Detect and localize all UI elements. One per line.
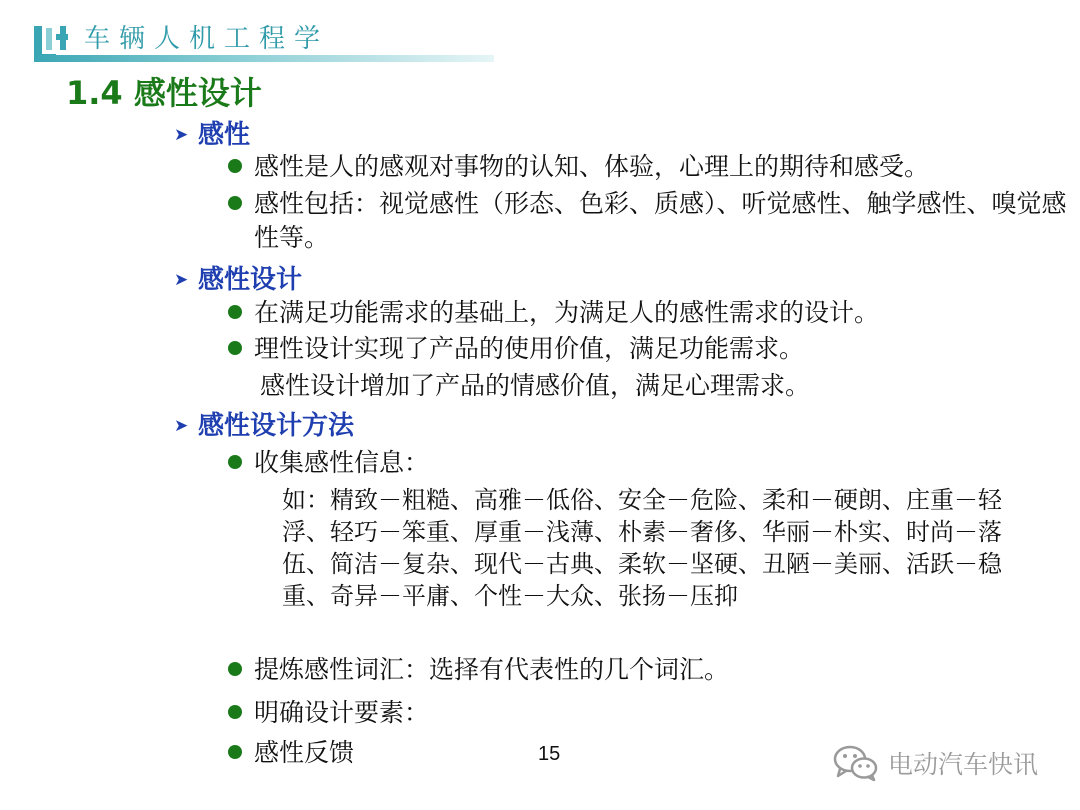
bullet-dot-icon — [228, 305, 242, 319]
bullet-dot-icon — [228, 455, 242, 469]
bullet-dot-icon — [228, 196, 242, 210]
section-title: 1.4 感性设计 — [66, 74, 262, 112]
bullet-dot-icon — [228, 745, 242, 759]
bullet-item: 在满足功能需求的基础上，为满足人的感性需求的设计。 — [228, 296, 879, 330]
outline-heading: ➤ 感性 — [174, 120, 251, 150]
wechat-icon — [832, 744, 880, 782]
bullet-item: 感性包括：视觉感性（形态、色彩、质感）、听觉感性、触学感性、嗅觉感性等。 — [228, 187, 1069, 255]
watermark — [832, 743, 1038, 783]
bullet-item: 提炼感性词汇：选择有代表性的几个词汇。 — [228, 653, 729, 687]
bullet-item: 理性设计实现了产品的使用价值，满足功能需求。 — [228, 332, 804, 366]
example-word-pairs: 如：精致－粗糙、高雅－低俗、安全－危险、柔和－硬朗、庄重－轻浮、轻巧－笨重、厚重－浅薄、朴素－奢侈、华丽－朴实、时尚－落伍、简洁－复杂、现代－古典、柔软－坚硬、丑陋－美丽、活跃－稳重、奇异－平庸、个性－大众、张扬－压抑 — [282, 486, 1002, 610]
bullet-dot-icon — [228, 341, 242, 355]
bullet-item: 感性反馈 — [228, 736, 354, 770]
header-accent-bar — [34, 55, 494, 62]
page-number: 15 — [538, 743, 561, 765]
outline-heading: ➤ 感性设计 — [174, 265, 303, 295]
bullet-dot-icon — [228, 662, 242, 676]
arrow-bullet-icon: ➤ — [174, 416, 189, 436]
bullet-item: 感性是人的感观对事物的认知、体验，心理上的期待和感受。 — [228, 150, 929, 184]
arrow-bullet-icon: ➤ — [174, 125, 189, 145]
bullet-dot-icon — [228, 705, 242, 719]
course-title: 车辆人机工程学 — [84, 24, 330, 54]
arrow-bullet-icon: ➤ — [174, 270, 189, 290]
bullet-dot-icon — [228, 159, 242, 173]
bullet-continuation: 感性设计增加了产品的情感价值，满足心理需求。 — [260, 371, 811, 400]
watermark-text: 电动汽车快讯 — [888, 750, 1039, 779]
bullet-item: 明确设计要素： — [228, 696, 429, 730]
bullet-item: 收集感性信息： — [228, 446, 429, 480]
outline-heading: ➤ 感性设计方法 — [174, 411, 355, 441]
